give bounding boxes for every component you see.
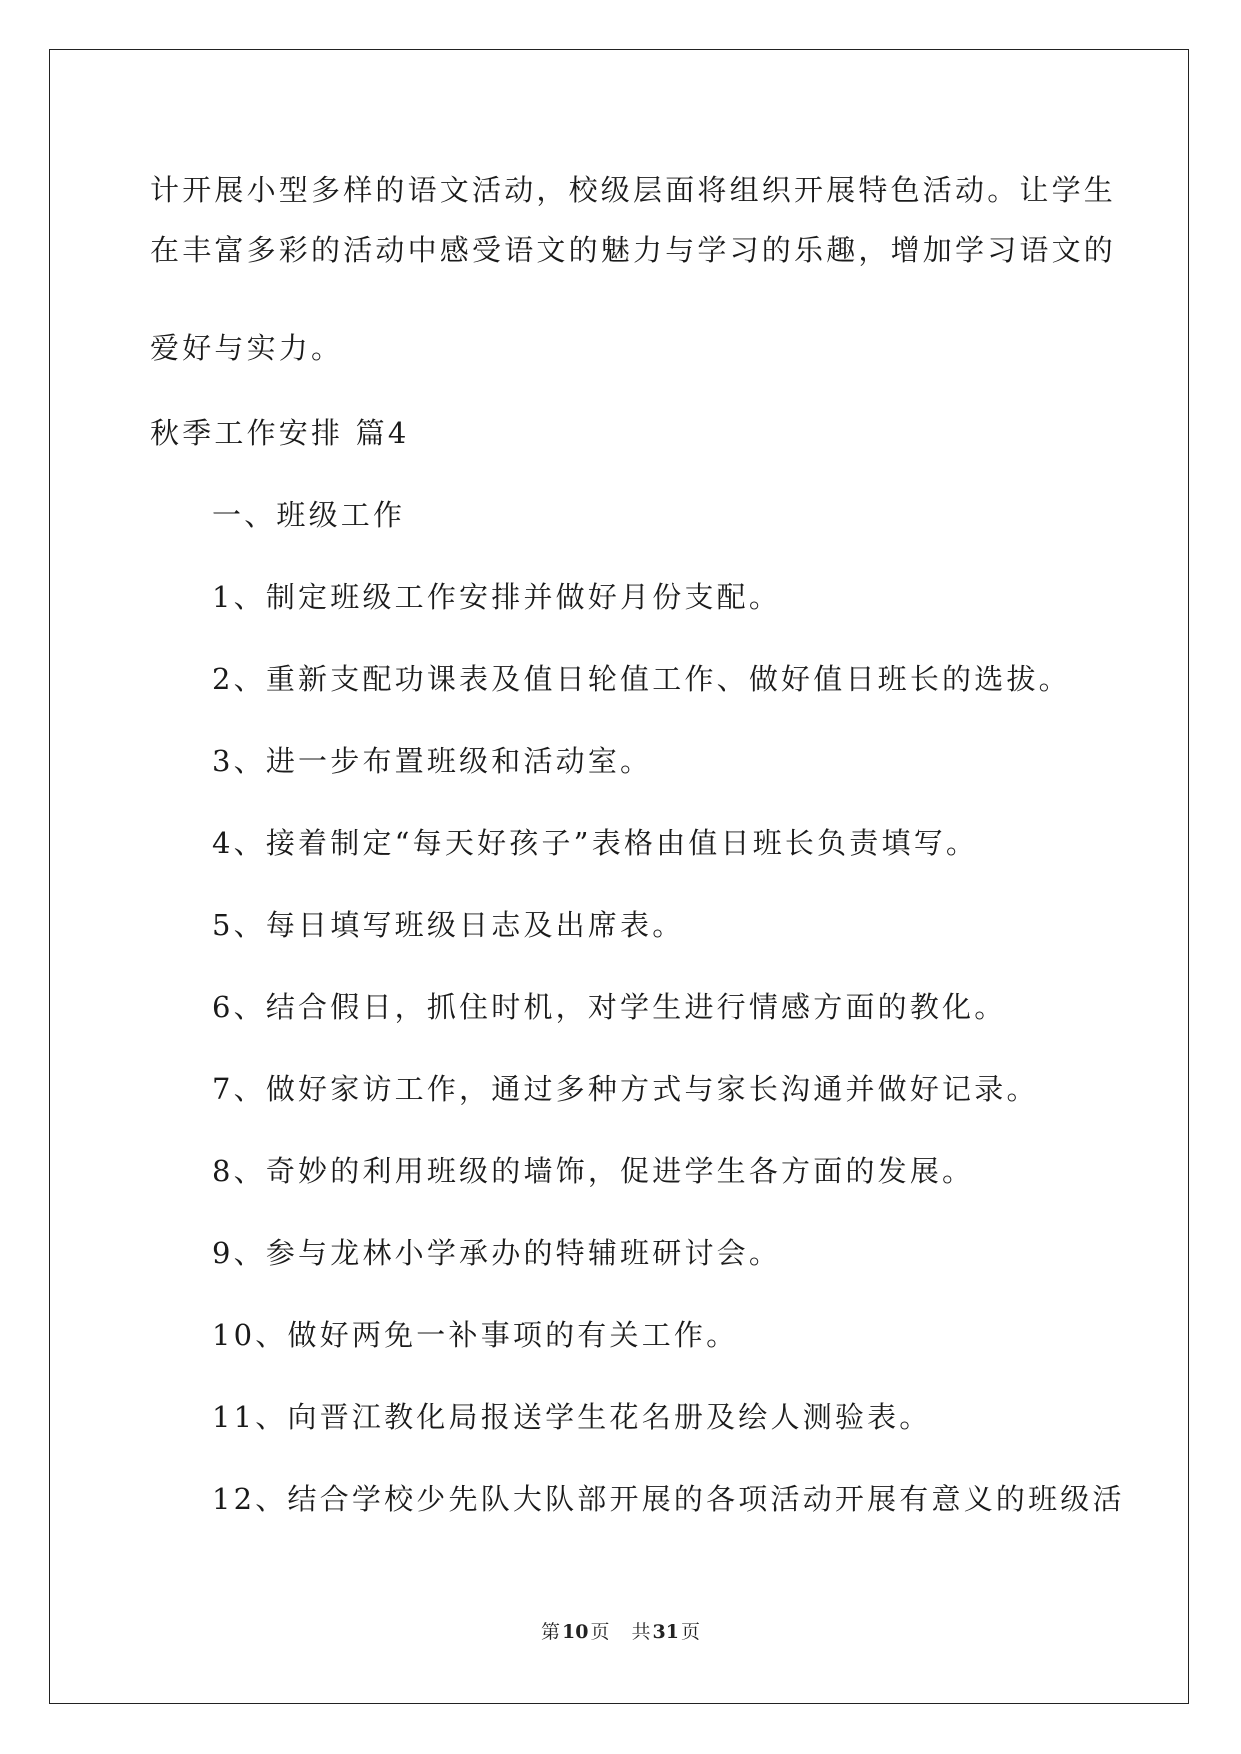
- list-item: 2、重新支配功课表及值日轮值工作、做好值日班长的选拔。: [212, 662, 1071, 696]
- page-footer: [0, 1617, 1241, 1644]
- list-item: 10、做好两免一补事项的有关工作。: [212, 1318, 739, 1352]
- total-pages: 31: [652, 1621, 679, 1643]
- subsection-heading: 一、班级工作: [212, 498, 406, 532]
- paragraph-line-2: 在丰富多彩的活动中感受语文的魅力与学习的乐趣，增加学习语文的: [150, 233, 1117, 267]
- page-number: 10: [562, 1621, 589, 1643]
- list-item: 11、向晋江教化局报送学生花名册及绘人测验表。: [212, 1400, 932, 1434]
- list-item: 1、制定班级工作安排并做好月份支配。: [212, 580, 782, 614]
- footer-total-prefix: 共: [631, 1621, 651, 1643]
- section-title: 秋季工作安排 篇4: [150, 416, 410, 450]
- paragraph-line-1: 计开展小型多样的语文活动，校级层面将组织开展特色活动。让学生: [150, 173, 1117, 207]
- footer-total-suffix: 页: [680, 1621, 700, 1643]
- page-border: [49, 49, 1189, 1704]
- footer-page-prefix: 第: [541, 1621, 561, 1643]
- list-item: 3、进一步布置班级和活动室。: [212, 744, 653, 778]
- paragraph-line-3: 爱好与实力。: [150, 331, 344, 365]
- list-item: 7、做好家访工作，通过多种方式与家长沟通并做好记录。: [212, 1072, 1039, 1106]
- list-item: 5、每日填写班级日志及出席表。: [212, 908, 685, 942]
- list-item: 12、结合学校少先队大队部开展的各项活动开展有意义的班级活: [212, 1482, 1125, 1516]
- list-item: 6、结合假日，抓住时机，对学生进行情感方面的教化。: [212, 990, 1007, 1024]
- list-item: 8、奇妙的利用班级的墙饰，促进学生各方面的发展。: [212, 1154, 975, 1188]
- list-item: 4、接着制定“每天好孩子”表格由值日班长负责填写。: [212, 826, 979, 860]
- footer-page-mid: 页: [590, 1621, 610, 1643]
- list-item: 9、参与龙林小学承办的特辅班研讨会。: [212, 1236, 782, 1270]
